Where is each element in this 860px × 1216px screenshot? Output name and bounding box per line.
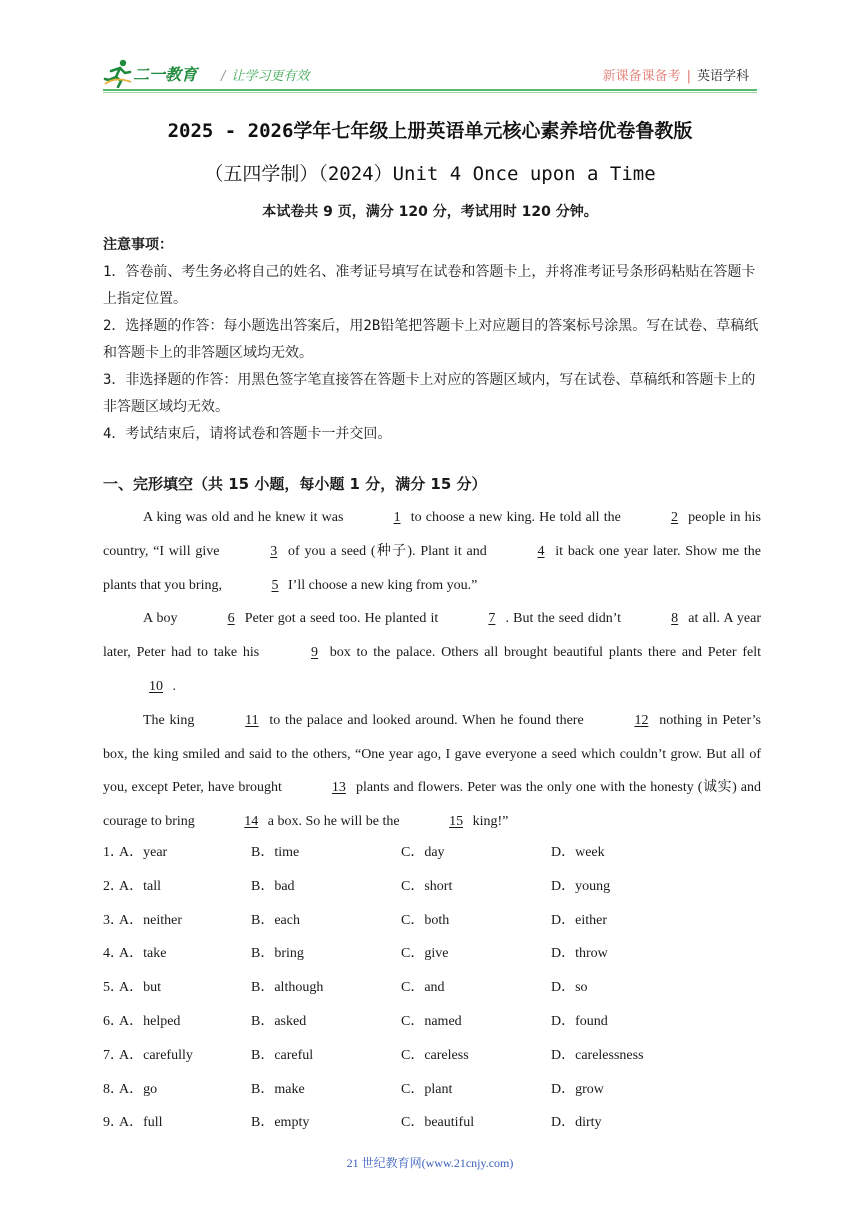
passage-text: king!”	[469, 814, 509, 830]
option-a: A．take	[119, 946, 167, 962]
option-c: C．both	[401, 912, 450, 928]
option-b: B．make	[251, 1081, 305, 1097]
passage-text: A boy	[143, 611, 182, 627]
option-a: A．tall	[119, 878, 161, 894]
option-c: C．plant	[401, 1081, 453, 1097]
question-number: 1．	[103, 845, 124, 860]
option-b: B．empty	[251, 1115, 310, 1131]
question-number: 3．	[103, 912, 124, 928]
notes-heading: 注意事项：	[103, 237, 173, 253]
option-c: C．short	[401, 878, 453, 894]
question-options	[103, 1007, 763, 1041]
question-number: 2．	[103, 878, 124, 894]
header-divider	[103, 89, 757, 91]
option-d: D．week	[551, 845, 605, 860]
question-options	[103, 1041, 763, 1075]
header-label-subject: 英语学科	[696, 69, 749, 84]
question-options	[103, 1075, 763, 1109]
option-a: A．full	[119, 1115, 163, 1131]
page-title: 2025 - 2026学年七年级上册英语单元核心素养培优卷鲁教版	[167, 120, 693, 142]
option-c: C．named	[401, 1013, 462, 1029]
option-a: A．year	[119, 845, 168, 860]
option-d: D．dirty	[551, 1115, 602, 1131]
option-d: D．carelessness	[551, 1047, 644, 1063]
blank-10: 10	[149, 678, 163, 694]
option-b: B．bring	[251, 946, 304, 962]
passage-text: people in his country, “I will give	[103, 510, 761, 559]
blank-12: 12	[634, 712, 649, 728]
option-d: D．throw	[551, 946, 608, 962]
question-options	[103, 973, 763, 1007]
passage-text: I’ll choose a new king from you.”	[284, 577, 478, 593]
option-b: B．each	[251, 912, 300, 928]
passage-text: nothing in Peter’s box, the king smiled and said to the others, “One year ago, I gave everyone a seed which couldn’t grow. But all of you, except Peter, have brought	[103, 712, 761, 796]
passage-text: . But the seed didn’t	[501, 611, 626, 627]
option-d: D．young	[551, 878, 611, 894]
page-title-line2: （五四学制）（2024）Unit 4 Once upon a Time	[204, 163, 656, 185]
slogan: / 让学习更有效	[221, 69, 310, 84]
note-item: 3．非选择题的作答：用黑色签字笔直接答在答题卡上对应的答题区域内，写在试卷、草稿纸和答题卡上的非答题区域均无效。	[103, 372, 756, 415]
blank-13: 13	[331, 780, 346, 796]
question-options	[103, 1108, 763, 1142]
option-d: D．so	[551, 980, 588, 996]
option-b: B．asked	[251, 1013, 307, 1029]
question-options	[103, 872, 763, 906]
blank-1: 1	[393, 510, 401, 525]
option-b: B．time	[251, 845, 300, 860]
cloze-passage	[103, 501, 761, 839]
passage-paragraph-1	[103, 501, 761, 602]
blank-7: 7	[488, 611, 496, 627]
question-number: 5．	[103, 980, 124, 996]
notes	[103, 232, 763, 448]
exam-info: 本试卷共 9 页，满分 120 分，考试用时 120 分钟。	[262, 204, 598, 220]
blank-6: 6	[227, 611, 235, 627]
note-item: 4．考试结束后，请将试卷和答题卡一并交回。	[103, 426, 392, 442]
option-d: D．found	[551, 1013, 608, 1029]
blank-8: 8	[671, 611, 679, 627]
passage-paragraph-3	[103, 704, 761, 839]
option-a: A．carefully	[119, 1047, 193, 1063]
option-c: C．and	[401, 980, 445, 996]
passage-text: to choose a new king. He told all the	[406, 510, 625, 525]
passage-text: at all. A year later, Peter had to take his	[103, 611, 761, 661]
option-c: C．careless	[401, 1047, 469, 1063]
passage-text: of you a seed (种子). Plant it and	[283, 543, 492, 559]
logo	[103, 58, 215, 88]
option-b: B．careful	[251, 1047, 314, 1063]
option-a: A．go	[119, 1081, 158, 1097]
passage-text: .	[169, 678, 176, 694]
question-options	[103, 939, 763, 973]
question-number: 4．	[103, 946, 124, 962]
option-c: C．give	[401, 946, 449, 962]
passage-paragraph-2	[103, 602, 761, 703]
runner-logo-icon	[103, 58, 133, 88]
option-c: C．day	[401, 845, 445, 860]
blank-5: 5	[271, 577, 279, 593]
option-b: B．bad	[251, 878, 295, 894]
passage-text: A king was old and he knew it was	[143, 510, 348, 525]
blank-14: 14	[244, 814, 259, 830]
passage-text: Peter got a seed too. He planted it	[240, 611, 443, 627]
passage-text: plants and flowers. Peter was the only one with the honesty (诚实) and courage to bring	[103, 780, 761, 830]
slogan-text: 让学习更有效	[231, 69, 310, 84]
blank-3: 3	[270, 543, 278, 559]
answer-options	[103, 838, 763, 1142]
blank-11: 11	[245, 712, 259, 728]
header-right: 新课备课备考 | 英语学科	[602, 69, 749, 84]
option-b: B．although	[251, 980, 324, 996]
question-number: 6．	[103, 1013, 124, 1029]
note-item: 1．答卷前、考生务必将自己的姓名、准考证号填写在试卷和答题卡上，并将准考证号条形码粘贴在答题卡上指定位置。	[103, 264, 756, 307]
option-c: C．beautiful	[401, 1115, 475, 1131]
option-a: A．helped	[119, 1013, 181, 1029]
page-footer[interactable]: 21 世纪教育网(www.21cnjy.com)	[346, 1156, 514, 1170]
passage-text: it back one year later. Show me the plants that you bring,	[103, 543, 761, 593]
page-header	[103, 58, 757, 88]
blank-2: 2	[670, 510, 678, 525]
passage-text: The king	[143, 712, 200, 728]
passage-text: to the palace and looked around. When he found there	[264, 712, 589, 728]
option-d: D．either	[551, 912, 607, 928]
blank-9: 9	[311, 645, 318, 661]
question-options	[103, 838, 763, 872]
option-a: A．but	[119, 980, 161, 996]
blank-4: 4	[537, 543, 545, 559]
question-number: 9．	[103, 1115, 124, 1131]
passage-text: a box. So he will be the	[264, 814, 404, 830]
option-d: D．grow	[551, 1081, 604, 1097]
passage-text: box to the palace. Others all brought beautiful plants there and Peter felt	[324, 645, 762, 661]
header-divider-thin	[103, 92, 757, 93]
blank-15: 15	[449, 814, 464, 830]
note-item: 2．选择题的作答：每小题选出答案后，用2B铅笔把答题卡上对应题目的答案标号涂黑。写在试卷、草稿纸和答题卡上的非答题区域均无效。	[103, 318, 759, 361]
question-number: 7．	[103, 1047, 124, 1063]
question-options	[103, 906, 763, 940]
logo-text: 二一教育	[133, 67, 198, 84]
header-label-prep: 新课备课备考	[602, 69, 681, 84]
option-a: A．neither	[119, 912, 182, 928]
section-title: 一、完形填空（共 15 小题，每小题 1 分，满分 15 分）	[103, 475, 487, 493]
question-number: 8．	[103, 1081, 124, 1097]
